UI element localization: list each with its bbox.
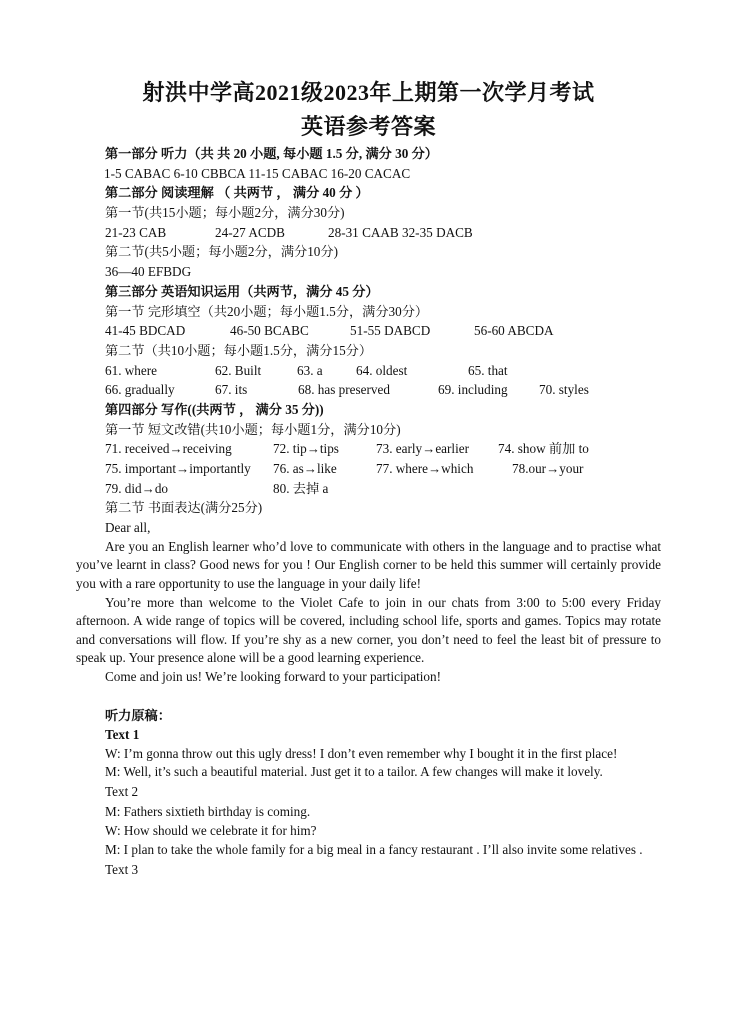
part4-sec2-heading: 第二节 书面表达(满分25分) (105, 500, 263, 516)
part2-sec1-answers (105, 223, 661, 243)
answer-key-title: 英语参考答案 (300, 114, 436, 139)
letter-paragraph-1: Are you an English learner who’d love to communicate with others in the language and to practise what you’ve learnt in class? Good news for you ! Our English corner to be held this summer will certainly provide you with a rare opportunity to use the language in your daily life! (76, 538, 661, 591)
answer-item: 64. oldest (356, 362, 408, 378)
part2-heading: 第二部分 阅读理解 （ 共两节 ， 满分 40 分 ） (105, 185, 369, 201)
correction-item: 73. early→earlier (376, 441, 469, 457)
part4-sec1-heading: 第一节 短文改错(共10小题；每小题1分，满分10分) (105, 421, 401, 437)
correction-item: 72. tip→tips (273, 441, 339, 457)
answer-item: 65. that (468, 362, 508, 378)
text3-label: Text 3 (105, 861, 139, 877)
transcript-heading: 听力原稿： (105, 707, 171, 723)
part2-sec1-heading: 第一节(共15小题；每小题2分，满分30分) (105, 205, 345, 221)
answer-group: 21-23 CAB (105, 224, 167, 240)
text2-line-w: W: How should we celebrate it for him? (105, 823, 317, 839)
answer-group: 41-45 BDCAD (105, 323, 186, 339)
part3-heading: 第三部分 英语知识运用（共两节，满分 45 分） (105, 283, 379, 299)
correction-item: 74. show 前加 to (498, 441, 589, 457)
text1-line-m: M: Well, it’s such a beautiful material. Just get it to a tailor. A few changes will make it lovely. (105, 764, 603, 780)
answer-group: 46-50 BCABC (230, 323, 309, 339)
part2-sec2-answers: 36—40 EFBDG (105, 264, 192, 280)
answer-item: 61. where (105, 362, 157, 378)
part4-row3 (105, 479, 661, 499)
text2-line-m2: M: I plan to take the whole family for a big meal in a fancy restaurant . I’ll also invite some relatives . (105, 842, 643, 858)
text2-label: Text 2 (105, 784, 139, 800)
part4-row2 (105, 459, 661, 479)
answer-item: 68. has preserved (298, 382, 390, 398)
answer-item: 67. its (215, 382, 248, 398)
part4-heading: 第四部分 写作((共两节 ， 满分 35 分)) (105, 401, 324, 417)
part3-sec2-row2 (105, 380, 661, 400)
part3-sec2-row1 (105, 361, 661, 381)
part4-row1 (105, 439, 661, 459)
correction-item: 75. important→importantly (105, 461, 251, 476)
part1-heading: 第一部分 听力（共 共 20 小题, 每小题 1.5 分, 满分 30 分） (105, 146, 438, 161)
answer-item: 69. including (438, 382, 508, 398)
correction-item: 76. as→like (273, 461, 337, 476)
letter-paragraph-3: Come and join us! We’re looking forward to your participation! (105, 668, 441, 684)
part1-answers: 1-5 CABAC 6-10 CBBCA 11-15 CABAC 16-20 CACAC (104, 165, 411, 181)
correction-item: 77. where→which (376, 461, 474, 476)
text2-line-m1: M: Fathers sixtieth birthday is coming. (105, 803, 311, 819)
part3-sec1-answers (105, 321, 661, 341)
answer-item: 66. gradually (105, 382, 175, 398)
answer-item: 70. styles (539, 382, 589, 398)
part2-sec2-heading: 第二节(共5小题；每小题2分，满分10分) (105, 244, 338, 260)
letter-salutation: Dear all, (105, 520, 151, 536)
answer-item: 63. a (297, 362, 323, 378)
correction-item: 78.our→your (512, 461, 584, 476)
answer-content (76, 144, 661, 879)
correction-item: 79. did→do (105, 480, 169, 496)
part3-sec2-heading: 第二节（共10小题；每小题1.5分，满分15分） (105, 342, 373, 358)
part3-sec1-heading: 第一节 完形填空（共20小题；每小题1.5分，满分30分） (105, 303, 429, 319)
answer-group: 28-31 CAAB 32-35 DACB (328, 224, 473, 240)
correction-item: 71. received→receiving (105, 441, 232, 457)
letter-paragraph-2: You’re more than welcome to the Violet Cafe to join in our chats from 3:00 to 5:00 every Friday afternoon. A wide range of topics will be covered, including school life, sports and games. Topics may rotate and conversations will flow. If you’re shy as a new corner, you don’t need to feel the least bit of pressure to speak up. Your presence alone will be a good learning experience. (76, 594, 661, 666)
correction-item: 80. 去掉 a (273, 480, 329, 496)
answer-group: 51-55 DABCD (350, 323, 431, 339)
text1-line-w: W: I’m gonna throw out this ugly dress! I don’t even remember why I bought it in the first place! (105, 745, 618, 761)
spacer (105, 687, 661, 706)
exam-title: 射洪中学高2021级2023年上期第一次学月考试 (142, 80, 595, 105)
text1-label: Text 1 (105, 727, 140, 743)
answer-group: 24-27 ACDB (215, 224, 285, 240)
answer-item: 62. Built (215, 362, 262, 378)
answer-group: 56-60 ABCDA (474, 323, 554, 339)
